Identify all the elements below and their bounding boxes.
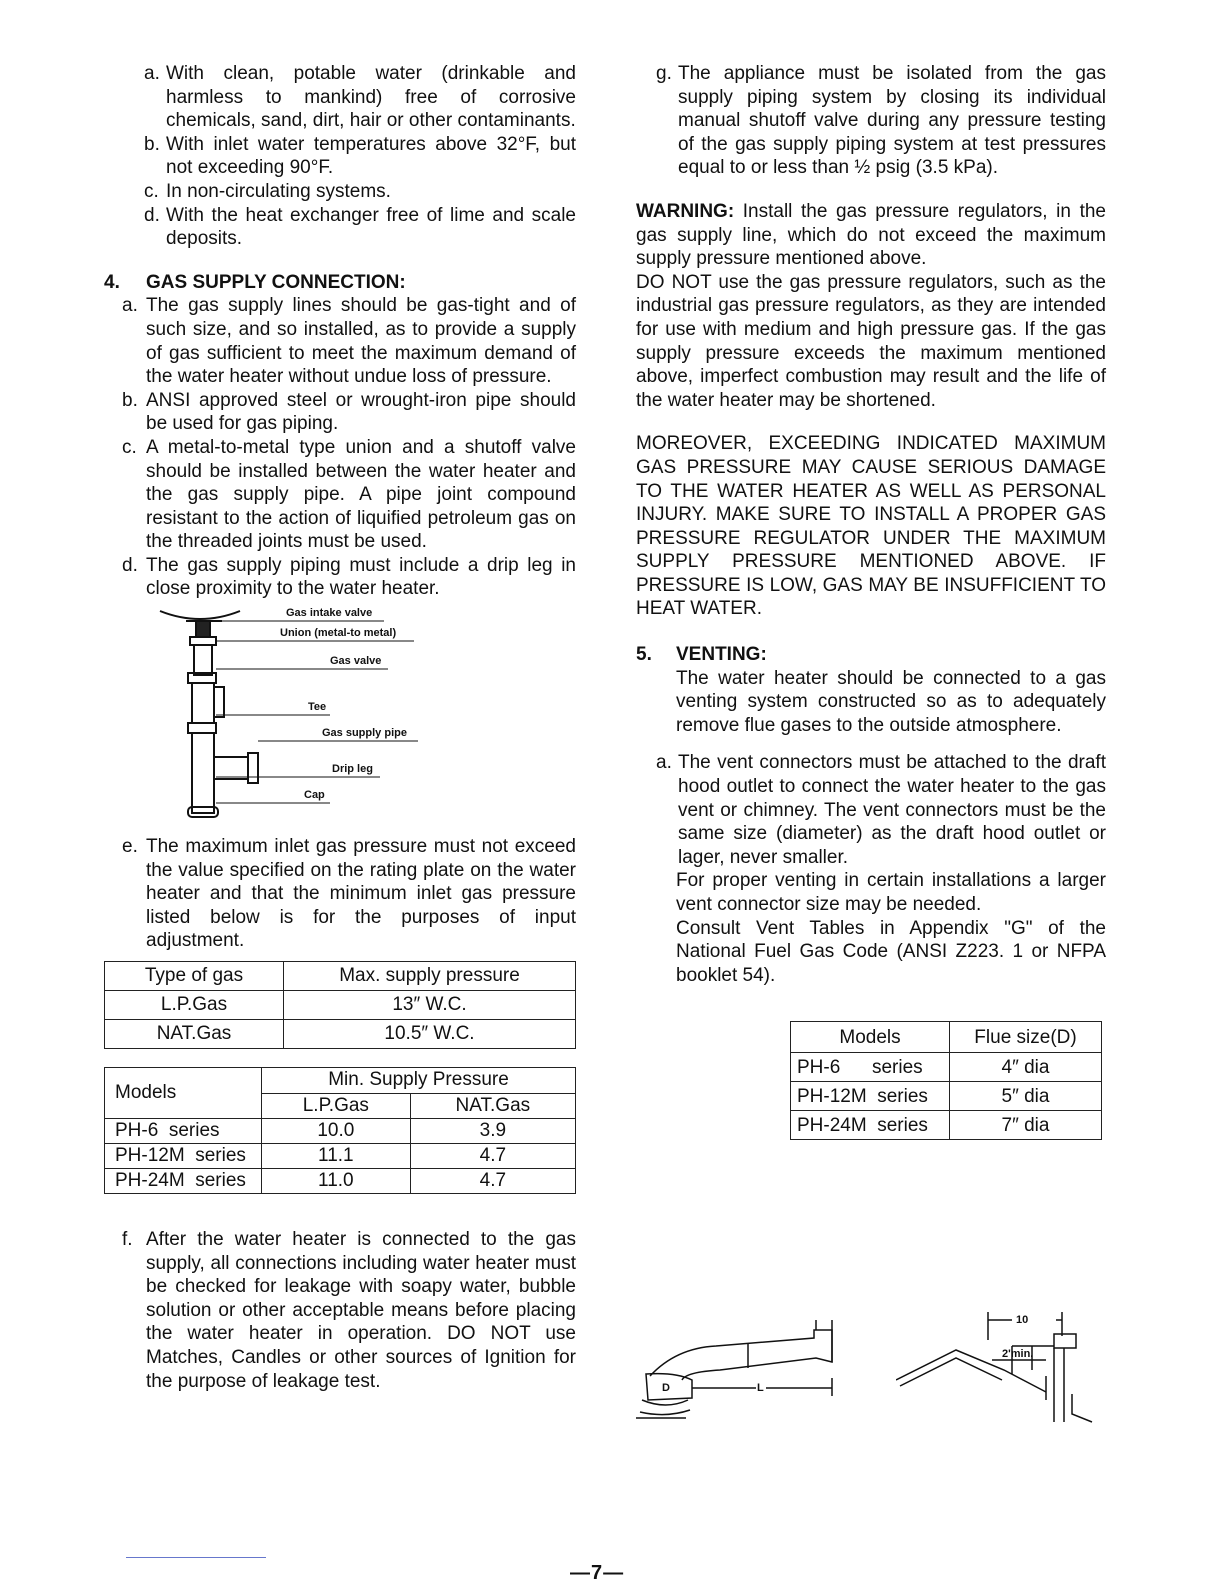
table-cell: 5″ dia: [950, 1082, 1102, 1111]
max-pressure-table: [104, 961, 576, 1049]
warning-label: WARNING:: [636, 200, 735, 222]
venting-intro: The water heater should be connected to a gas venting system constructed so as to adequately remove flue gases to the outside atmosphere.: [676, 667, 1106, 736]
water-item-b: [104, 133, 576, 180]
item-label: f.: [122, 1229, 133, 1251]
item-label: d.: [122, 554, 138, 576]
water-item-c: [104, 180, 576, 204]
vent-label-2min: 2'min.: [1002, 1348, 1034, 1360]
header-cell: Max. supply pressure: [284, 962, 576, 991]
header-cell: Flue size(D): [950, 1022, 1102, 1053]
item-text: A metal-to-metal type union and a shutoff valve should be installed between the water heater and the gas supply pipe. A pipe joint compound resistant to the action of liquified petroleum gas on the threaded joints must be used.: [146, 436, 576, 553]
gas-piping-drawing: [104, 607, 424, 835]
item-text: The appliance must be isolated from the gas supply piping system by closing its individual manual shutoff valve during any pressure testing of the gas supply piping system at test pressures equal to or less than ½ psig (3.5 kPa).: [678, 63, 1106, 179]
venting-item-a-cont2: Consult Vent Tables in Appendix "G" of the National Fuel Gas Code (ANSI Z223. 1 or NFPA booklet 54).: [676, 917, 1106, 986]
footer-rule: [126, 1557, 266, 1558]
vent-connector-drawing: [636, 1318, 846, 1438]
item-text: In non-circulating systems.: [166, 180, 391, 202]
header-cell: L.P.Gas: [262, 1093, 411, 1119]
header-cell: Models: [105, 1068, 262, 1119]
table-cell: NAT.Gas: [105, 1020, 284, 1049]
item-text: ANSI approved steel or wrought-iron pipe should be used for gas piping.: [146, 389, 576, 435]
table-cell: 11.1: [262, 1144, 411, 1169]
section-number: 4.: [104, 271, 120, 293]
gas-item-b: [104, 389, 576, 436]
table-header-row: [105, 962, 576, 991]
table-cell: 10.5″ W.C.: [284, 1020, 576, 1049]
table-row: [791, 1111, 1102, 1140]
gas-item-f: [104, 1228, 576, 1393]
table-row: [105, 1169, 576, 1194]
item-text: The maximum inlet gas pressure must not exceed the value specified on the rating plate on the water heater and that the minimum inlet gas pressure listed below is for the purposes of input adjustment.: [146, 836, 576, 952]
chimney-clearance-diagram: [896, 1310, 1096, 1440]
table-header-row: [791, 1022, 1102, 1053]
vent-label-10: 10: [1016, 1314, 1029, 1326]
section-number: 5.: [636, 644, 652, 666]
item-text: After the water heater is connected to the gas supply, all connections including water heater must be checked for leakage with soapy water, bubble solution or other acceptable means before placing the water heater in operation. DO NOT use Matches, Candles or other sources of Ignition for the purpose of leakage test.: [146, 1229, 576, 1392]
table-cell: 13″ W.C.: [284, 991, 576, 1020]
item-label: a.: [144, 63, 160, 84]
item-label: e.: [122, 836, 138, 858]
table-row: [791, 1053, 1102, 1082]
label-union: Union (metal-to metal): [280, 627, 397, 640]
warning-paragraph-2: DO NOT use the gas pressure regulators, such as the industrial gas pressure regulators, as they are intended for use with medium and high pressure gas. If the gas supply pressure exceeds the maximum mentioned above, imperfect combustion may result and the life of the water heater may be shortened.: [636, 271, 1106, 411]
item-label: b.: [122, 389, 138, 411]
table-cell: 4.7: [410, 1169, 575, 1194]
left-column: [104, 62, 576, 1393]
label-tee: Tee: [308, 701, 327, 714]
venting-item-a: [636, 751, 1106, 869]
table-cell: PH-12M series: [105, 1144, 262, 1169]
label-cap: Cap: [304, 789, 325, 802]
table-cell: 10.0: [262, 1119, 411, 1144]
min-pressure-table: [104, 1067, 576, 1194]
table-row: [791, 1082, 1102, 1111]
table-cell: PH-6 series: [105, 1119, 262, 1144]
header-cell: Models: [791, 1022, 950, 1053]
gas-item-d: [104, 554, 576, 601]
item-label: g.: [656, 63, 672, 84]
item-label: b.: [144, 133, 160, 155]
table-cell: 4.7: [410, 1144, 575, 1169]
section-5-heading: [636, 643, 1106, 667]
gas-item-c: [104, 436, 576, 554]
item-text: With the heat exchanger free of lime and scale deposits.: [166, 204, 576, 250]
right-column: [636, 62, 1106, 1140]
page-number: —7—: [570, 1562, 625, 1584]
caps-warning: MOREOVER, EXCEEDING INDICATED MAXIMUM GAS PRESSURE MAY CAUSE SERIOUS DAMAGE TO THE WATER HEATER AS WELL AS PERSONAL INJURY. MAKE SURE TO INSTALL A PROPER GAS PRESSURE REGULATOR UNDER THE MAXIMUM SUPPLY PRESSURE MENTIONED ABOVE. IF PRESSURE IS LOW, GAS MAY BE INSUFFICIENT TO HEAT WATER.: [636, 433, 1106, 620]
gas-piping-diagram: [104, 607, 576, 835]
table-cell: PH-6 series: [791, 1053, 950, 1082]
table-header-row: [105, 1068, 576, 1094]
label-gas-supply-pipe: Gas supply pipe: [322, 727, 407, 740]
warning-text: Install the gas pressure regulators, in the gas supply line, which do not exceed the maximum supply pressure mentioned above.: [636, 200, 1106, 270]
table-row: [105, 991, 576, 1020]
item-label: d.: [144, 204, 160, 226]
item-label: c.: [144, 180, 159, 202]
vent-label-d: D: [662, 1382, 670, 1394]
gas-item-g: [636, 62, 1106, 180]
table-cell: 4″ dia: [950, 1053, 1102, 1082]
gas-item-e: [104, 835, 576, 953]
label-gas-valve: Gas valve: [330, 655, 382, 668]
table-cell: 11.0: [262, 1169, 411, 1194]
header-cell: NAT.Gas: [410, 1093, 575, 1119]
water-item-a: [104, 62, 576, 133]
table-cell: PH-24M series: [105, 1169, 262, 1194]
item-label: c.: [122, 436, 137, 458]
flue-size-table: [790, 1021, 1102, 1140]
item-text: The gas supply piping must include a drip leg in close proximity to the water heater.: [146, 554, 576, 600]
item-text: With clean, potable water (drinkable and harmless to mankind) free of corrosive chemicals, sand, dirt, hair or other contaminants.: [166, 63, 576, 132]
header-cell: Min. Supply Pressure: [262, 1068, 576, 1094]
header-cell: Type of gas: [105, 962, 284, 991]
table-cell: L.P.Gas: [105, 991, 284, 1020]
label-gas-intake-valve: Gas intake valve: [286, 607, 373, 620]
table-cell: PH-24M series: [791, 1111, 950, 1140]
item-text: The gas supply lines should be gas-tight and of such size, and so installed, as to provide a supply of gas sufficient to meet the maximum demand of the water heater without undue loss of pressure.: [146, 295, 576, 388]
chimney-clearance-drawing: [896, 1310, 1096, 1440]
water-item-d: [104, 204, 576, 251]
section-title: GAS SUPPLY CONNECTION:: [146, 271, 406, 293]
vent-label-l: L: [757, 1382, 764, 1394]
table-cell: 3.9: [410, 1119, 575, 1144]
table-cell: 7″ dia: [950, 1111, 1102, 1140]
item-text: The vent connectors must be attached to the draft hood outlet to connect the water heater to the gas vent or chimney. The vent connectors must be the same size (diameter) as the draft hood outlet or lager, never smaller.: [678, 752, 1106, 868]
warning-paragraph: [636, 200, 1106, 271]
item-label: a.: [122, 295, 138, 317]
table-row: [105, 1144, 576, 1169]
gas-item-a: [104, 294, 576, 388]
item-text: With inlet water temperatures above 32°F, but not exceeding 90°F.: [166, 133, 576, 179]
table-cell: PH-12M series: [791, 1082, 950, 1111]
label-drip-leg: Drip leg: [332, 763, 373, 776]
item-label: a.: [656, 752, 672, 774]
venting-item-a-cont: For proper venting in certain installations a larger vent connector size may be needed.: [676, 870, 1106, 915]
table-row: [105, 1119, 576, 1144]
section-title: VENTING:: [676, 644, 767, 666]
vent-connector-diagram: [636, 1318, 846, 1438]
section-4-heading: [104, 271, 576, 295]
table-row: [105, 1020, 576, 1049]
